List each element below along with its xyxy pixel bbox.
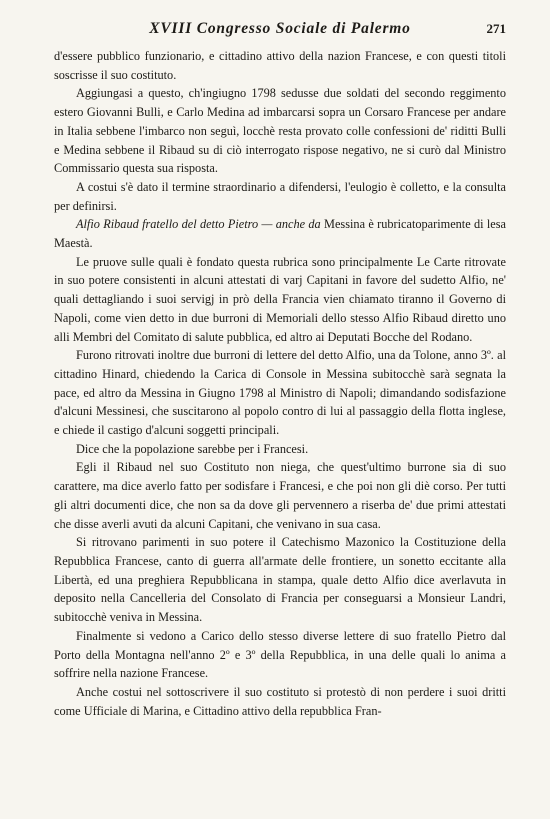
paragraph-text: Messina è rubricatoparimente di lesa Maestà. (54, 217, 507, 251)
paragraph-text: Furono ritrovati inoltre due burroni di lettere del detto Alfio, una da Tolone, anno 3º. al cittadino Hinard, chiedendo la Carica di Console in Messina subitocchè sarà segnata la pace, ed altro da Messina in Giugno 1798 al Ministro di Napoli; dimandando sodisfazione d'alcuni Messinesi, che suscitarono al popolo contro di lui al passaggio della flotta inglese, e chiede il castigo d'alcuni soggetti principali. (54, 348, 506, 438)
paragraph-text: Egli il Ribaud nel suo Costituto non niega, che quest'ultimo burrone sia di suo carattere, ma dice averlo fatto per sodisfare i Francesi, e che poi non gli diè corso. Per tutti gli altri documenti dice, che non sa da dove gli pervennero a riserba de' due primi attestati che disse averli avuti da alcuni Capitani, che venivano in sua casa. (54, 460, 506, 531)
paragraph (54, 458, 506, 533)
paragraph-text: Le pruove sulle quali è fondato questa rubrica sono principalmente Le Carte ritrovate in suo potere consistenti in alcuni attestati di varj Capitani in favore del sudetto Alfio, ne' quali dettagliando i suoi servigj in prò della Francia vien chiamato tiranno il Governo di Napoli, come vien detto in due burroni di Memoriali dello stesso Alfio Ribaud diretto uno alli Membri del Comitato di salute pubblica, ed altro ai Deputati Bocche del Rodano. (54, 254, 506, 344)
paragraph-text: Si ritrovano parimenti in suo potere il Catechismo Mazonico la Costituzione della Repubblica Francese, canto di guerra all'armate delle frontiere, un sonetto eccitante alla Libertà, ed una preghiera Repubblicana in stampa, quale detto Alfio dice averlavuta in deposito nella Cancelleria del Consolato di Francia per conseguarsi a Monsieur Landri, subitocchè veniva in Messina. (54, 535, 506, 625)
paragraph (54, 683, 506, 720)
paragraph-text: A costui s'è dato il termine straordinario a difendersi, l'eulogio è colletto, e la consulta per definirsi. (54, 179, 506, 213)
italic-lead-text: Alfio Ribaud fratello del detto Pietro — anche da (76, 217, 321, 232)
paragraph (54, 346, 506, 440)
paragraph (54, 47, 506, 84)
paragraph-text: Finalmente si vedono a Carico dello stesso diverse lettere di suo fratello Pietro dal Porto della Montagna nell'anno 2º e 3º della Repubblica, in una delle quali lo anima a soffrire nella nazione Francese. (54, 628, 506, 681)
running-header (54, 14, 506, 44)
paragraph-text: Dice che la popolazione sarebbe per i Francesi. (76, 441, 309, 456)
running-title: XVIII Congresso Sociale di Palermo (149, 20, 411, 37)
paragraph (54, 178, 506, 215)
paragraph (54, 253, 506, 347)
paragraph-text: Anche costui nel sottoscrivere il suo costituto si protestò di non perdere i suoi dritti come Ufficiale di Marina, e Cittadino attivo della repubblica Fran- (54, 684, 506, 718)
paragraph-text: Aggiungasi a questo, ch'ingiugno 1798 sedusse due soldati del secondo reggimento estero Giovanni Bulli, e Carlo Medina ad imbarcarsi sopra un Corsaro Francese per andare in Italia sebbene l'imbarco non seguì, locchè resta provato colle confessioni de' riditti Bulli e Medina sebbene il Ribaud su di ciò interrogato rispose negativo, ne si curò dal Ministro Commissario questa sua risposta. (54, 86, 506, 176)
paragraph (54, 440, 506, 459)
body-text (54, 47, 506, 720)
paragraph-text: d'essere pubblico funzionario, e cittadino attivo della nazion Francese, e con questi titoli soscrisse il suo costituto. (54, 49, 506, 82)
page-number: 271 (486, 21, 506, 36)
paragraph (54, 533, 506, 627)
paragraph (54, 84, 506, 178)
paragraph (54, 215, 506, 252)
paragraph (54, 627, 506, 683)
